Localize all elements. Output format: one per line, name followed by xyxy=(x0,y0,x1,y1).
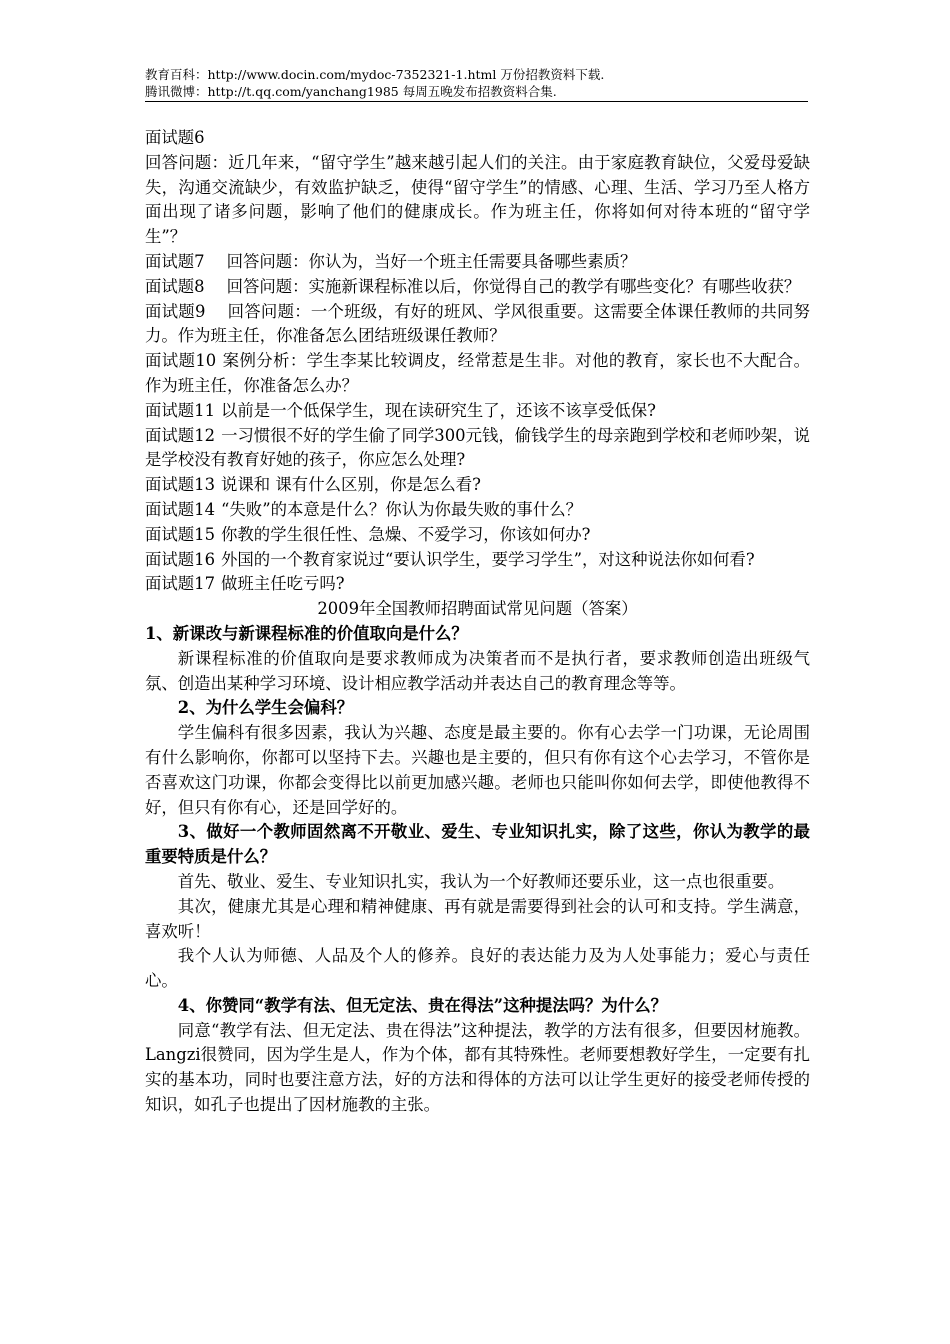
question-text: 一习惯很不好的学生偷了同学300元钱，偷钱学生的母亲跑到学校和老师吵架，说是学校没有教育好她的孩子，你应怎么处理? xyxy=(145,425,810,470)
question-text: 做班主任吃亏吗? xyxy=(221,574,345,594)
question-label: 面试题11 xyxy=(145,400,216,420)
answer-1-paragraph: 新课程标准的价值取向是要求教师成为决策者而不是执行者，要求教师创造出班级气氛、创造出某种学习环境、设计相应教学活动并表达自己的教育理念等等。 xyxy=(145,648,810,693)
question-text: 回答问题：一个班级，有好的班风、学风很重要。这需要全体课任教师的共同努力。作为班主任，你准备怎么团结班级课任教师？ xyxy=(145,301,810,346)
page-header xyxy=(145,66,808,100)
question-text: “失败”的本意是什么？你认为你最失败的事什么？ xyxy=(221,499,582,519)
question-17 xyxy=(145,572,810,597)
document-body xyxy=(145,126,810,1118)
answer-3-paragraph-3: 我个人认为师德、人品及个人的修养。良好的表达能力及为人处事能力；爱心与责任心。 xyxy=(145,946,810,991)
question-label: 面试题13 xyxy=(145,475,216,495)
question-label: 面试题15 xyxy=(145,524,216,544)
question-text: 回答问题：实施新课程标准以后，你觉得自己的教学有哪些变化？有哪些收获？ xyxy=(226,276,801,296)
question-12 xyxy=(145,424,810,474)
question-13 xyxy=(145,473,810,498)
question-text: 回答问题：你认为，当好一个班主任需要具备哪些素质？ xyxy=(226,251,637,271)
answer-2-heading: 2、为什么学生会偏科？ xyxy=(177,698,354,718)
question-14 xyxy=(145,498,810,523)
question-15 xyxy=(145,523,810,548)
question-label: 面试题14 xyxy=(145,499,216,519)
question-10 xyxy=(145,349,810,399)
question-6-title: 面试题6 xyxy=(145,128,205,147)
answer-3-heading: 3、做好一个教师固然离不开敬业、爱生、专业知识扎实，除了这些，你认为教学的最重要特质是什么？ xyxy=(145,822,810,867)
question-7 xyxy=(145,250,810,275)
question-text: 外国的一个教育家说过“要认识学生，要学习学生”，对这种说法你如何看? xyxy=(221,549,755,569)
question-text: 案例分析：学生李某比较调皮，经常惹是生非。对他的教育，家长也不大配合。作为班主任，你准备怎么办？ xyxy=(145,351,811,395)
question-8 xyxy=(145,275,810,300)
answer-1-heading: 1、新课改与新课程标准的价值取向是什么？ xyxy=(145,623,468,643)
answer-4-heading: 4、你赞同“教学有法、但无定法、贵在得法”这种提法吗？为什么？ xyxy=(177,995,667,1015)
question-label: 面试题17 xyxy=(145,574,216,594)
answer-2-paragraph: 学生偏科有很多因素，我认为兴趣、态度是最主要的。你有心去学一门功课，无论周围有什么影响你，你都可以坚持下去。兴趣也是主要的，但只有你有这个心去学习，不管你是否喜欢这门功课，你都会变得比以前更加感兴趣。老师也只能叫你如何去学，即使他教得不好，但只有你有心，还是回学好的。 xyxy=(145,723,810,817)
question-text: 说课和 课有什么区别，你是怎么看? xyxy=(221,475,481,495)
question-label: 面试题16 xyxy=(145,549,216,569)
question-label: 面试题10 xyxy=(145,351,217,371)
question-label: 面试题9 xyxy=(145,301,206,321)
question-label: 面试题8 xyxy=(145,276,205,296)
question-text: 以前是一个低保学生，现在读研究生了，还该不该享受低保? xyxy=(221,400,656,420)
header-line-weibo: 腾讯微博：http://t.qq.com/yanchang1985 每周五晚发布招教资料合集. xyxy=(145,84,557,99)
answer-3-paragraph-1: 首先、敬业、爱生、专业知识扎实，我认为一个好教师还要乐业，这一点也很重要。 xyxy=(177,871,785,891)
question-16 xyxy=(145,548,810,573)
question-label: 面试题7 xyxy=(145,251,205,271)
header-line-docin: 教育百科：http://www.docin.com/mydoc-7352321-1.html 万份招教资料下载. xyxy=(145,67,605,82)
question-11 xyxy=(145,399,810,424)
answer-4-paragraph: 同意“教学有法、但无定法、贵在得法”这种提法，教学的方法有很多，但要因材施教。Langzi很赞同，因为学生是人，作为个体，都有其特殊性。老师要想教好学生，一定要有扎实的基本功，同时也要注意方法，好的方法和得体的方法可以让学生更好的接受老师传授的知识，如孔子也提出了因材施教的主张。 xyxy=(145,1020,810,1115)
question-6-text: 回答问题：近几年来，“留守学生”越来越引起人们的关注。由于家庭教育缺位，父爱母爱缺失，沟通交流缺少，有效监护缺乏，使得“留守学生”的情感、心理、生活、学习乃至人格方面出现了诸多问题，影响了他们的健康成长。作为班主任，你将如何对待本班的“留守学生”？ xyxy=(145,152,810,247)
answers-section-title: 2009年全国教师招聘面试常见问题（答案） xyxy=(317,599,638,619)
question-label: 面试题12 xyxy=(145,425,216,445)
answer-3-paragraph-2: 其次，健康尤其是心理和精神健康、再有就是需要得到社会的认可和支持。学生满意，喜欢听！ xyxy=(145,896,810,941)
question-9 xyxy=(145,300,810,350)
question-text: 你教的学生很任性、急燥、不爱学习，你该如何办? xyxy=(221,524,591,544)
header-divider xyxy=(145,101,808,102)
